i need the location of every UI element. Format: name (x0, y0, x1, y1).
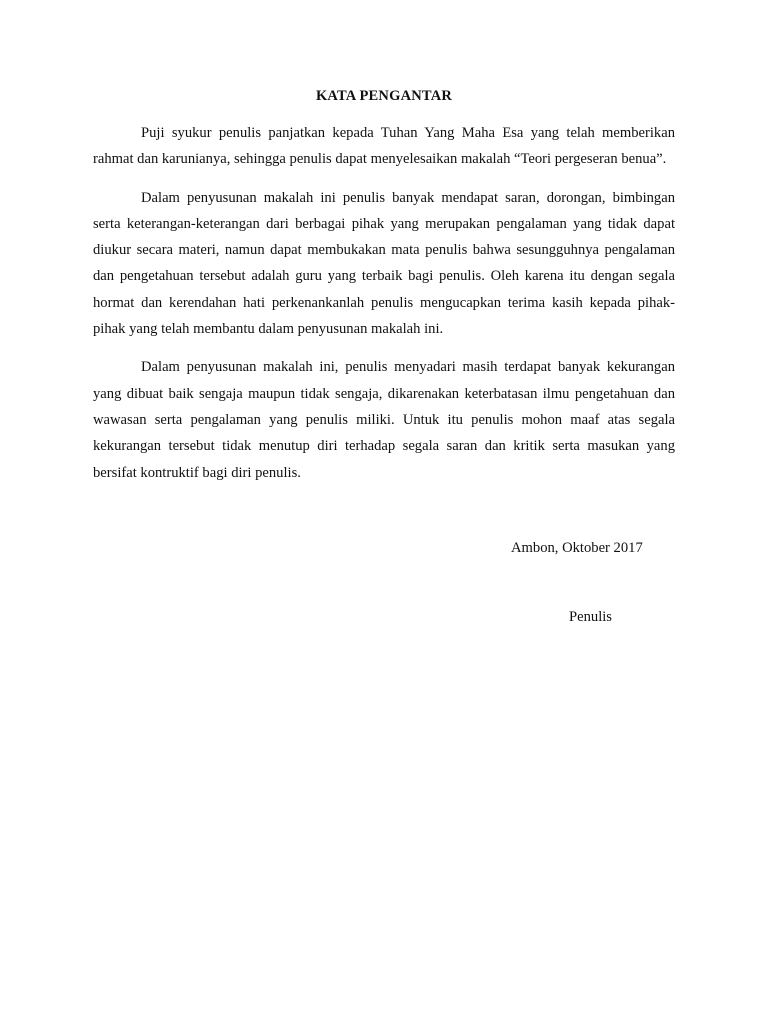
place-date: Ambon, Oktober 2017 (511, 540, 643, 556)
document-body (93, 84, 675, 498)
paragraph-apology: Dalam penyusunan makalah ini, penulis menyadari masih terdapat banyak kekurangan yang dibuat baik sengaja maupun tidak sengaja, dikarenakan keterbatasan ilmu pengetahuan dan wawasan serta pengalaman yang penulis miliki. Untuk itu penulis mohon maaf atas segala kekurangan tersebut tidak menutup diri terhadap segala saran dan kritik serta masukan yang bersifat kontruktif bagi diri penulis. (93, 359, 675, 481)
paragraph-acknowledgement: Dalam penyusunan makalah ini penulis banyak mendapat saran, dorongan, bimbingan serta keterangan-keterangan dari berbagai pihak yang merupakan pengalaman yang tidak dapat diukur secara materi, namun dapat membukakan mata penulis bahwa sesungguhnya pengalaman dan pengetahuan tersebut adalah guru yang terbaik bagi penulis. Oleh karena itu dengan segala hormat dan kerendahan hati perkenankanlah penulis mengucapkan terima kasih kepada pihak-pihak yang telah membantu dalam penyusunan makalah ini. (93, 189, 675, 338)
page-title: KATA PENGANTAR (315, 88, 453, 104)
paragraph-opening: Puji syukur penulis panjatkan kepada Tuhan Yang Maha Esa yang telah memberikan rahmat dan karunianya, sehingga penulis dapat menyelesaikan makalah “Teori pergeseran benua”. (93, 125, 675, 168)
author-signature: Penulis (569, 609, 612, 625)
